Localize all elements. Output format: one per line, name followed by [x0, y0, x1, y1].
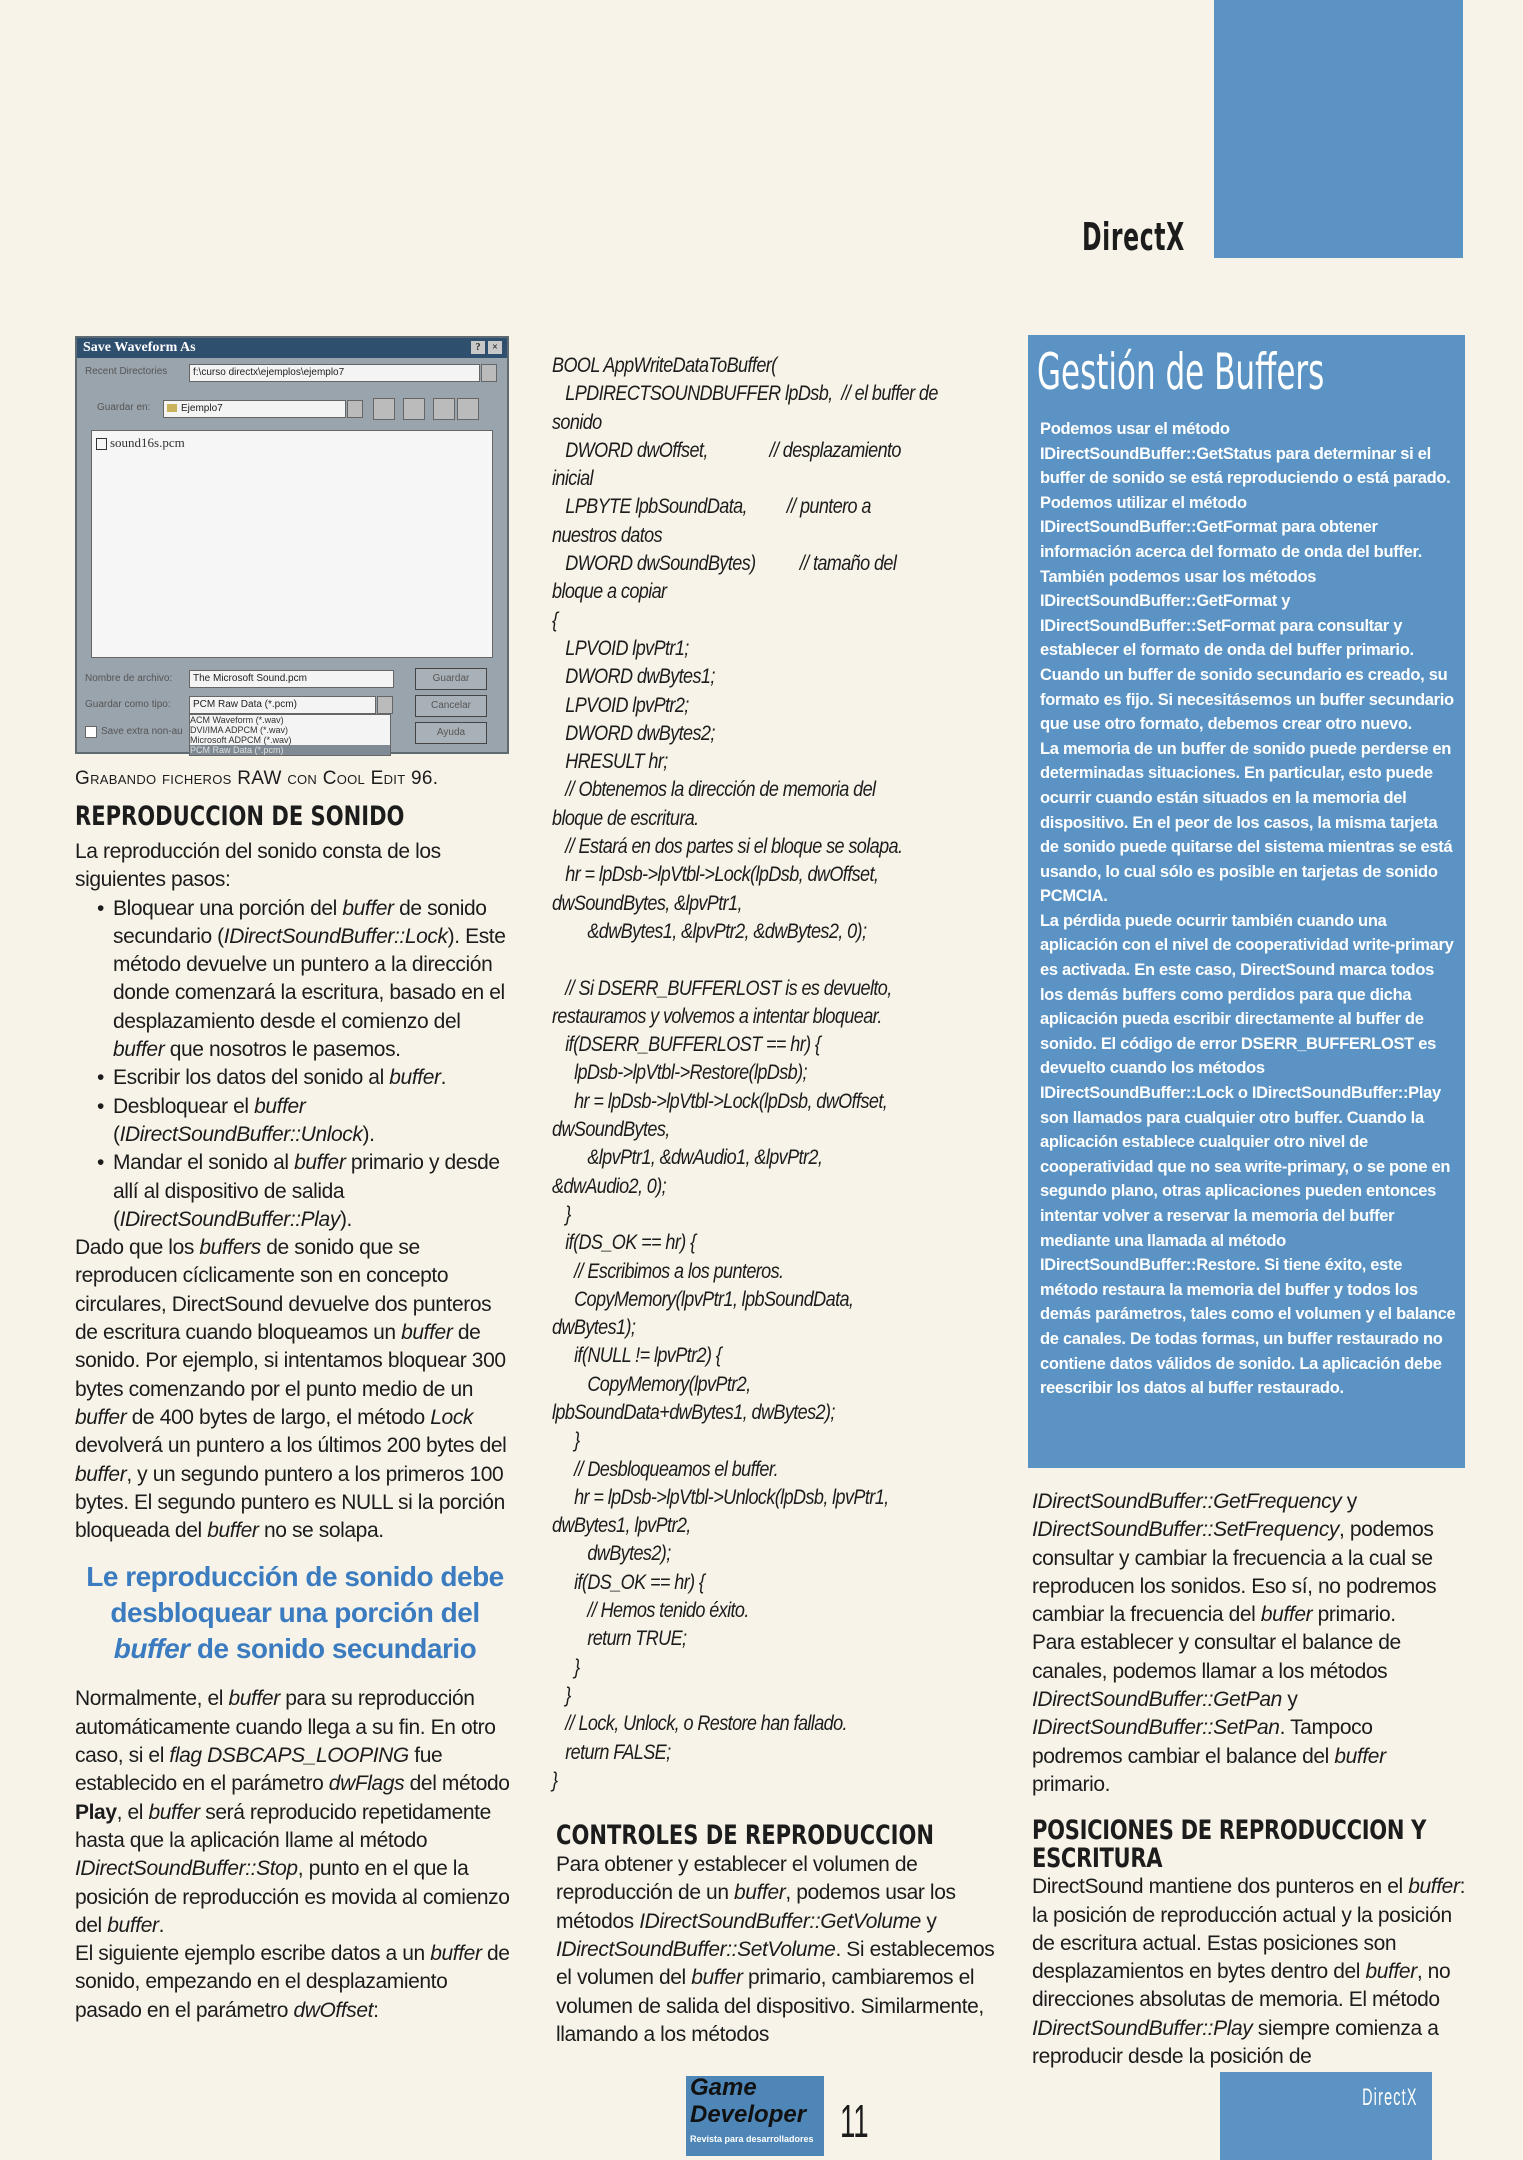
italic-text: buffer [113, 1633, 190, 1665]
save-button[interactable]: Guardar [415, 668, 487, 690]
heading-reproduccion: REPRODUCCION DE SONIDO [75, 801, 405, 832]
caption-text: Grabando ficheros [75, 768, 238, 789]
text-run: no se solapa. [258, 1519, 384, 1543]
folder-icon [167, 404, 177, 412]
italic-text: IDirectSoundBuffer::Lock [223, 924, 448, 948]
code-line: &dwAudio2, 0); [552, 1174, 667, 1198]
caption-text: RAW [237, 768, 282, 789]
code-line: &dwBytes1, &lpvPtr2, &dwBytes2, 0); [552, 919, 867, 943]
paragraph: La reproducción del sonido consta de los siguientes pasos: [75, 840, 441, 892]
italic-text: IDirectSoundBuffer::Play [119, 1207, 340, 1231]
code-line: dwBytes2); [552, 1542, 671, 1566]
logo-text: Game Developer [690, 2074, 807, 2128]
text-run: de sonido que se reproducen cíclicamente son en concepto circulares, DirectSound devuelve dos punteros de escritura cuando bloqueamos un [75, 1236, 492, 1345]
paragraph [75, 1685, 515, 1940]
sidebar-paragraph: La memoria de un buffer de sonido puede perderse en determinadas situaciones. En particular, esto puede ocurrir cuando están situados en la memoria del dispositivo. En el peor de los casos, la misma tarjeta de sonido puede quitarse del sistema mientras se está usando, lo cual sólo es posible en tarjetas de sonido PCMCIA. [1040, 739, 1453, 906]
file-item[interactable] [92, 431, 492, 455]
file-type-select[interactable]: PCM Raw Data (*.pcm) [189, 696, 376, 714]
heading-posiciones: POSICIONES DE REPRODUCCION Y ESCRITURA [1032, 1815, 1427, 1875]
italic-text: buffer [1365, 1960, 1417, 1984]
new-folder-icon[interactable] [403, 398, 425, 420]
save-in-label: Guardar en: [97, 402, 151, 413]
text-run: primario. [1032, 1772, 1111, 1796]
code-line: DWORD dwBytes1; [552, 665, 715, 689]
code-line: LPVOID lpvPtr2; [552, 693, 689, 717]
text-run: . Si establecemos el volumen del [556, 1938, 995, 1990]
code-line: } [552, 1768, 558, 1792]
code-line: dwBytes1); [552, 1316, 636, 1340]
left-column [75, 838, 515, 2025]
text-run: ). [362, 1122, 375, 1146]
code-line: restauramos y volvemos a intentar bloquear. [552, 1004, 882, 1028]
text-run: de sonido, empezando en el desplazamiento pasado en el parámetro [75, 1942, 510, 2022]
list-item [113, 1064, 515, 1092]
italic-text: buffer [107, 1913, 159, 1937]
sidebar-paragraph: Podemos utilizar el método IDirectSoundBuffer::GetFormat para obtener información acerca del formato de onda del buffer. También podemos usar los métodos IDirectSoundBuffer::GetFormat y IDirectSoundBuffer::SetFormat para consultar y establecer el formato de onda del buffer primario. Cuando un buffer de sonido secundario es creado, su formato es fijo. Si necesitásemos un buffer secundario que use otro formato, debemos crear otro nuevo. [1040, 493, 1454, 734]
italic-text: buffer [148, 1800, 200, 1824]
right-column [1032, 1488, 1465, 2071]
text-run: Escribir los datos del sonido al [113, 1066, 390, 1090]
code-line: BOOL AppWriteDataToBuffer( [552, 354, 777, 377]
code-line: } [552, 1655, 580, 1679]
code-line: DWORD dwSoundBytes) // tamaño del [552, 552, 897, 576]
list-view-icon[interactable] [433, 398, 455, 420]
text-run: Para establecer y consultar el balance de canales, podemos llamar a los métodos [1032, 1631, 1401, 1683]
code-line: CopyMemory(lpvPtr2, [552, 1372, 751, 1396]
save-extra-label: Save extra non-au [101, 726, 183, 737]
italic-text: IDirectSoundBuffer::GetFrequency [1032, 1490, 1342, 1513]
text-run: Mandar el sonido al [113, 1151, 295, 1175]
code-line: dwSoundBytes, [552, 1118, 670, 1142]
text-run: . [158, 1913, 165, 1937]
code-line: hr = lpDsb->lpVtbl->Unlock(lpDsb, lpvPtr1, [552, 1485, 889, 1509]
text-run: , no direcciones absolutas de memoria. El método [1032, 1960, 1451, 2012]
text-run: y [1281, 1688, 1298, 1712]
text-run: de sonido secundario ( [113, 896, 487, 948]
details-view-icon[interactable] [457, 398, 479, 420]
text-run: fue establecido en el parámetro [75, 1744, 443, 1796]
paragraph [1032, 1488, 1465, 1629]
text-run: Normalmente, el [75, 1687, 229, 1711]
text-run: : [373, 1998, 379, 2022]
italic-text: IDirectSoundBuffer::SetVolume [556, 1938, 836, 1962]
code-line: // Si DSERR_BUFFERLOST is es devuelto, [552, 976, 892, 1000]
file-type-label: Guardar como tipo: [85, 699, 171, 710]
paragraph [556, 1851, 996, 2049]
paragraph [75, 1940, 515, 2025]
code-line: bloque de escritura. [552, 806, 699, 830]
help-icon[interactable]: ? [471, 341, 485, 354]
text-run: de 400 bytes de largo, el método [126, 1405, 431, 1429]
italic-text: buffer [691, 1966, 743, 1990]
italic-text: IDirectSoundBuffer::Stop [75, 1857, 298, 1881]
italic-text: buffer [254, 1094, 306, 1118]
text-run: devolverá un puntero a los últimos 200 bytes del [75, 1434, 507, 1458]
code-line: &lpvPtr1, &dwAudio1, &lpvPtr2, [552, 1146, 823, 1170]
code-line: LPDIRECTSOUNDBUFFER lpDsb, // el buffer de [552, 382, 938, 406]
text-run: Dado que los [75, 1236, 200, 1260]
text-run: . [440, 1066, 447, 1090]
text-run: primario y desde allí al dispositivo de salida ( [113, 1151, 500, 1231]
middle-column [552, 352, 1002, 2049]
code-line: lpbSoundData+dwBytes1, dwBytes2); [552, 1400, 835, 1424]
text-run: DirectSound mantiene dos punteros en el [1032, 1875, 1409, 1899]
chevron-down-icon[interactable] [347, 400, 363, 418]
italic-text: buffer [1334, 1744, 1386, 1768]
text-run: de sonido. Por ejemplo, si intentamos bloquear 300 bytes comenzando por el punto medio de un [75, 1321, 506, 1401]
list-item [113, 895, 515, 1065]
code-line: } [552, 1683, 571, 1707]
code-line: } [552, 1429, 580, 1453]
help-button[interactable]: Ayuda [415, 722, 487, 744]
bold-text: Play [75, 1800, 117, 1824]
code-line: // Hemos tenido éxito. [552, 1599, 749, 1623]
sidebar-title: Gestión de Buffers [1037, 343, 1325, 401]
text-run: Para obtener y establecer el volumen de reproducción de un [556, 1853, 918, 1905]
text-run: de sonido secundario [189, 1633, 477, 1665]
text-run: , podemos usar los métodos [556, 1881, 956, 1933]
caption-text: con [281, 768, 323, 789]
file-type-dropdown-list[interactable] [189, 714, 391, 756]
dialog-title: Save Waveform As [83, 340, 196, 355]
section-title: DirectX [1082, 215, 1185, 259]
code-line: nuestros datos [552, 523, 663, 547]
sidebar-paragraph: Podemos usar el método IDirectSoundBuffer::GetStatus para determinar si el buffer de sonido se está reproduciendo o está parado. [1040, 420, 1451, 488]
caption-text: Cool Edit [322, 768, 406, 789]
italic-text: buffers [199, 1236, 261, 1260]
save-waveform-dialog-screenshot [75, 336, 509, 754]
file-type-option[interactable]: PCM Raw Data (*.pcm) [190, 745, 390, 755]
logo-tagline: Revista para desarrolladores [690, 2134, 814, 2144]
italic-text: buffer [75, 1405, 127, 1429]
heading-controles: CONTROLES DE REPRODUCCION [556, 1820, 934, 1852]
text-run: El siguiente ejemplo escribe datos a un [75, 1942, 431, 1966]
text-run: , podemos consultar y cambiar la frecuencia a la cual se reproducen los sonidos. Eso sí, no podremos cambiar la frecuencia del [1032, 1518, 1437, 1627]
text-run: Bloquear una porción del [113, 896, 343, 920]
figure-caption [75, 768, 438, 790]
game-developer-logo [680, 2072, 830, 2160]
text-run: para su reproducción automáticamente cuando llega a su fin. En otro caso, si el [75, 1687, 496, 1768]
italic-text: flag DSBCAPS_LOOPING [169, 1744, 409, 1768]
list-item [113, 1093, 515, 1150]
text-run: Le reproducción de sonido debe desbloquear una porción del [86, 1561, 504, 1629]
paragraph [1032, 1873, 1465, 2071]
code-line: LPBYTE lpbSoundData, // puntero a [552, 495, 871, 519]
italic-text: Lock [430, 1405, 474, 1429]
italic-text: buffer [430, 1942, 482, 1966]
file-type-option[interactable]: ACM Waveform (*.wav) [190, 715, 284, 725]
italic-text: dwFlags [328, 1772, 405, 1796]
text-run: y [1341, 1490, 1357, 1513]
text-run: y [920, 1909, 937, 1933]
save-in-value: Ejemplo7 [181, 403, 223, 414]
dialog-titlebar [77, 338, 507, 358]
code-line: // Desbloqueamos el buffer. [552, 1457, 779, 1481]
code-line [552, 946, 939, 974]
code-line: // Escribimos a los punteros. [552, 1259, 784, 1283]
italic-text: IDirectSoundBuffer::SetPan [1032, 1716, 1280, 1740]
paragraph [75, 1234, 515, 1545]
code-line: HRESULT hr; [552, 750, 668, 774]
code-line: dwBytes1, lpvPtr2, [552, 1514, 691, 1538]
italic-text: buffer [1260, 1603, 1313, 1627]
italic-text: buffer [389, 1066, 441, 1090]
code-line: sonido [552, 410, 602, 434]
code-line: lpDsb->lpVtbl->Restore(lpDsb); [552, 1061, 807, 1085]
text-run: , el [116, 1800, 149, 1824]
sidebar-body [1028, 335, 1465, 1401]
save-in-select[interactable] [163, 400, 346, 418]
footer-section-label: DirectX [1362, 2084, 1418, 2111]
code-line: if(DS_OK == hr) { [552, 1570, 705, 1594]
code-line: CopyMemory(lpvPtr1, lpbSoundData, [552, 1287, 854, 1311]
code-line: DWORD dwOffset, // desplazamiento [552, 438, 901, 462]
recent-directories-select[interactable]: f:\curso directx\ejemplos\ejemplo7 [189, 364, 480, 382]
page-number: 11 [840, 2095, 869, 2147]
italic-text: buffer [342, 896, 394, 920]
code-listing [552, 352, 939, 1795]
text-run: , y un segundo puntero a los primeros 100 bytes. El segundo puntero es NULL si la porción bloqueada del [75, 1462, 505, 1543]
code-line: hr = lpDsb->lpVtbl->Lock(lpDsb, dwOffset, [552, 1089, 888, 1113]
caption-text: 96. [405, 768, 439, 789]
italic-text: buffer [294, 1151, 346, 1175]
file-type-option[interactable]: DVI/IMA ADPCM (*.wav) [190, 725, 289, 735]
code-line: if(NULL != lpvPtr2) { [552, 1344, 722, 1368]
code-line: // Obtenemos la dirección de memoria del [552, 778, 876, 802]
chevron-down-icon[interactable] [481, 364, 497, 382]
text-run: primario. [1312, 1603, 1396, 1627]
pull-quote [75, 1559, 515, 1667]
text-run: , punto en el que la posición de reproducción es movida al comienzo del [75, 1857, 510, 1937]
text-run: siempre comienza a reproducir desde la posición de [1032, 2016, 1439, 2069]
text-run: ). [339, 1207, 352, 1231]
text-run: . Tampoco podremos cambiar el balance del [1032, 1716, 1373, 1768]
code-line: if(DS_OK == hr) { [552, 1231, 696, 1255]
text-run: será reproducido repetidamente hasta que la aplicación llame al método [75, 1800, 491, 1852]
italic-text: IDirectSoundBuffer::GetVolume [639, 1909, 921, 1933]
italic-text: IDirectSoundBuffer::GetPan [1032, 1688, 1282, 1712]
code-line: dwSoundBytes, &lpvPtr1, [552, 891, 742, 915]
chevron-down-icon[interactable] [377, 696, 393, 714]
code-line: bloque a copiar [552, 580, 667, 604]
code-line: hr = lpDsb->lpVtbl->Lock(lpDsb, dwOffset, [552, 863, 879, 887]
list-item [113, 1149, 515, 1234]
code-line: { [552, 608, 558, 632]
text-run: ). Este método devuelve un puntero a la dirección donde comenzará la escritura, basado en el desplazamiento desde el comienzo del [113, 924, 506, 1033]
middle-column-text [556, 1851, 996, 2049]
up-folder-icon[interactable] [373, 398, 395, 420]
italic-text: buffer [401, 1321, 453, 1345]
italic-text: buffer [75, 1462, 127, 1486]
file-icon [96, 438, 107, 450]
italic-text: buffer [734, 1881, 786, 1905]
header-color-block [1214, 0, 1463, 258]
code-line: LPVOID lpvPtr1; [552, 636, 689, 660]
italic-text: IDirectSoundBuffer::Unlock [119, 1122, 363, 1146]
sidebar-paragraph: La pérdida puede ocurrir también cuando una aplicación con el nivel de cooperatividad write-primary es activada. En este caso, DirectSound marca todos los demás buffers como perdidos para que dicha aplicación pueda escribir directamente al buffer de sonido. El código de error DSERR_BUFFERLOST es devuelto cuando los métodos IDirectSoundBuffer::Lock o IDirectSoundBuffer::Play son llamados para cualquier otro buffer. Cuando la aplicación establece cualquier otro nivel de cooperatividad que no sea write-primary, o se pone en segundo plano, otras aplicaciones pueden entonces intentar volver a reservar la memoria del buffer mediante una llamada al método IDirectSoundBuffer::Restore. Si tiene éxito, este método restaura la memoria del buffer y todos los demás parámetros, tales como el volumen y el balance de canales. De todas formas, un buffer restaurado no contiene datos válidos de sonido. La aplicación debe reescribir los datos al buffer restaurado. [1040, 911, 1456, 1398]
code-line: // Lock, Unlock, o Restore han fallado. [552, 1712, 847, 1736]
cancel-button[interactable]: Cancelar [415, 695, 487, 717]
italic-text: dwOffset [293, 1998, 374, 2022]
file-name: sound16s.pcm [110, 435, 185, 450]
code-line: return TRUE; [552, 1627, 687, 1651]
italic-text: IDirectSoundBuffer::Play [1032, 2016, 1253, 2040]
code-line: if(DSERR_BUFFERLOST == hr) { [552, 1033, 821, 1057]
sidebar-box [1028, 335, 1465, 1468]
code-line: // Estará en dos partes si el bloque se solapa. [552, 835, 903, 859]
paragraph [1032, 1629, 1465, 1799]
text-run: que nosotros le pasemos. [164, 1038, 401, 1062]
italic-text: buffer [1408, 1875, 1460, 1899]
save-extra-checkbox[interactable] [85, 726, 97, 738]
right-column-wrapper [1028, 335, 1465, 2071]
close-icon[interactable]: × [488, 341, 502, 354]
italic-text: IDirectSoundBuffer::SetFrequency [1032, 1518, 1340, 1542]
italic-text: buffer [113, 1038, 165, 1062]
code-line: return FALSE; [552, 1740, 671, 1764]
text-run: ( [113, 1122, 120, 1146]
italic-text: buffer [207, 1519, 259, 1543]
text-run: primario, cambiaremos el volumen de salida del dispositivo. Similarmente, llamando a los métodos [556, 1966, 984, 2046]
code-line: DWORD dwBytes2; [552, 721, 715, 745]
file-list[interactable] [91, 430, 493, 658]
steps-list [75, 895, 515, 1235]
file-type-option[interactable]: Microsoft ADPCM (*.wav) [190, 735, 292, 745]
text-run: Desbloquear el [113, 1094, 255, 1118]
filename-label: Nombre de archivo: [85, 673, 173, 684]
recent-directories-label: Recent Directories [85, 366, 168, 377]
code-line: inicial [552, 467, 593, 491]
footer-color-block [1220, 2072, 1432, 2160]
text-run: del método [404, 1772, 510, 1796]
text-run: : la posición de reproducción actual y la posición de escritura actual. Estas posiciones son desplazamientos en bytes dentro del [1032, 1875, 1465, 1984]
filename-input[interactable]: The Microsoft Sound.pcm [189, 670, 394, 688]
italic-text: buffer [228, 1687, 280, 1711]
code-line: } [552, 1202, 571, 1226]
